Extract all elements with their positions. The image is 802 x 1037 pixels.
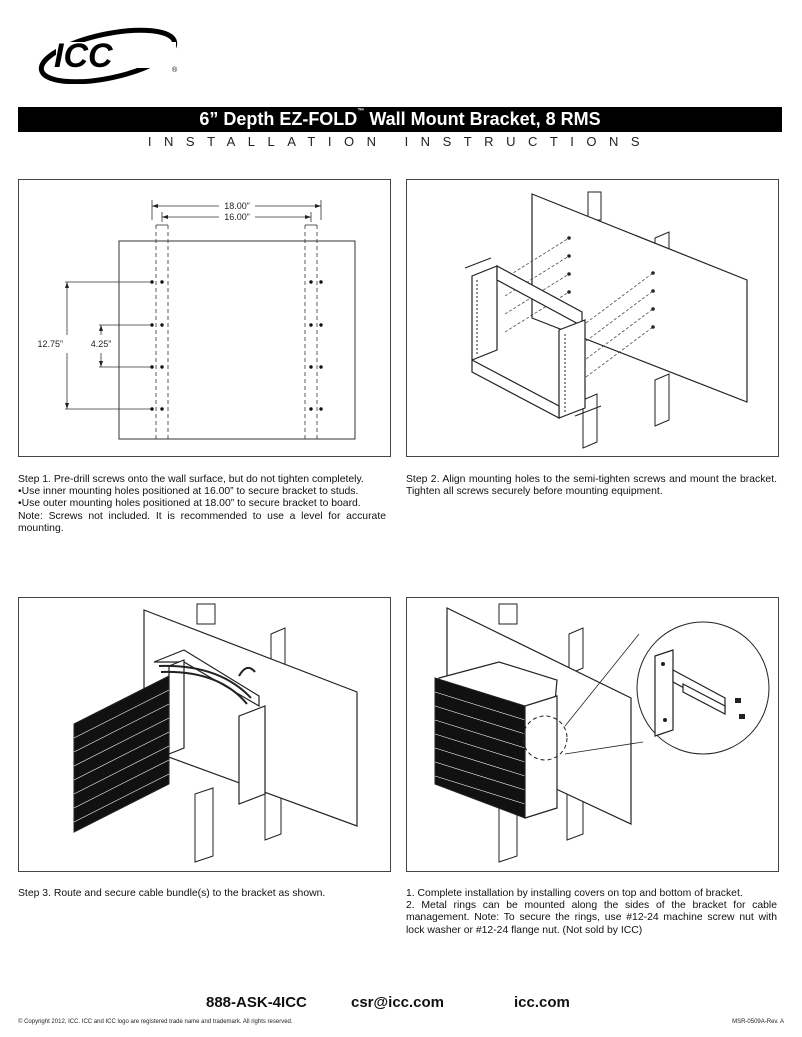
footer-email[interactable]: csr@icc.com [351, 994, 445, 1011]
step1-line3: •Use outer mounting holes positioned at 18.00” to secure bracket to board. [18, 498, 361, 510]
copyright-notice: © Copyright 2012, ICC. ICC and ICC logo are registered trade name and trademark. All rights reserved. [18, 1019, 293, 1025]
step3-instructions: Step 3. Route and secure cable bundle(s) to the bracket as shown. [18, 888, 326, 899]
footer-phone: 888-ASK-4ICC [206, 994, 307, 1011]
title-tm: ™ [357, 108, 365, 115]
dim-tall-label: 12.75” [37, 339, 63, 349]
document-number: MSR-0509A-Rev. A [732, 1019, 784, 1025]
step2-instructions: Step 2. Align mounting holes to the semi-tighten screws and mount the bracket. Tighten all screws securely before mounting equipment. [406, 474, 777, 498]
diagram-step4 [406, 597, 779, 872]
icc-logo [36, 20, 186, 84]
step1-instructions [18, 474, 386, 535]
step4-line2: 2. Metal rings can be mounted along the sides of the bracket for cable management. Note: To secure the rings, use #12-24 machine screw nut with lock washer or #12-24 flange nut. (Not sold by ICC) [406, 900, 777, 936]
footer-website[interactable]: icc.com [514, 994, 570, 1011]
title-rest: Wall Mount Bracket, 8 RMS [364, 109, 601, 129]
diagram-step2 [406, 179, 779, 457]
step4-instructions [406, 888, 777, 937]
step4-line1: 1. Complete installation by installing covers on top and bottom of bracket. [406, 888, 743, 899]
diagram-step3 [18, 597, 391, 872]
diagram-step1 [18, 179, 391, 457]
logo-text: ICC [54, 37, 113, 75]
logo-registered: ® [172, 67, 178, 74]
step1-line4: Note: Screws not included. It is recommended to use a level for accurate mounting. [18, 510, 386, 534]
footer-contacts [0, 994, 802, 1014]
title-main: 6” Depth EZ-FOLD [199, 109, 358, 129]
step1-line2: •Use inner mounting holes positioned at 16.00” to secure bracket to studs. [18, 486, 359, 498]
dim-outer-label: 18.00” [224, 201, 250, 211]
dim-short-label: 4.25” [90, 339, 112, 349]
page-subtitle: INSTALLATION INSTRUCTIONS [147, 134, 653, 149]
dim-inner-label: 16.00” [224, 212, 250, 222]
step1-line1: Step 1. Pre-drill screws onto the wall surface, but do not tighten completely. [18, 474, 364, 485]
page-title [18, 107, 782, 132]
